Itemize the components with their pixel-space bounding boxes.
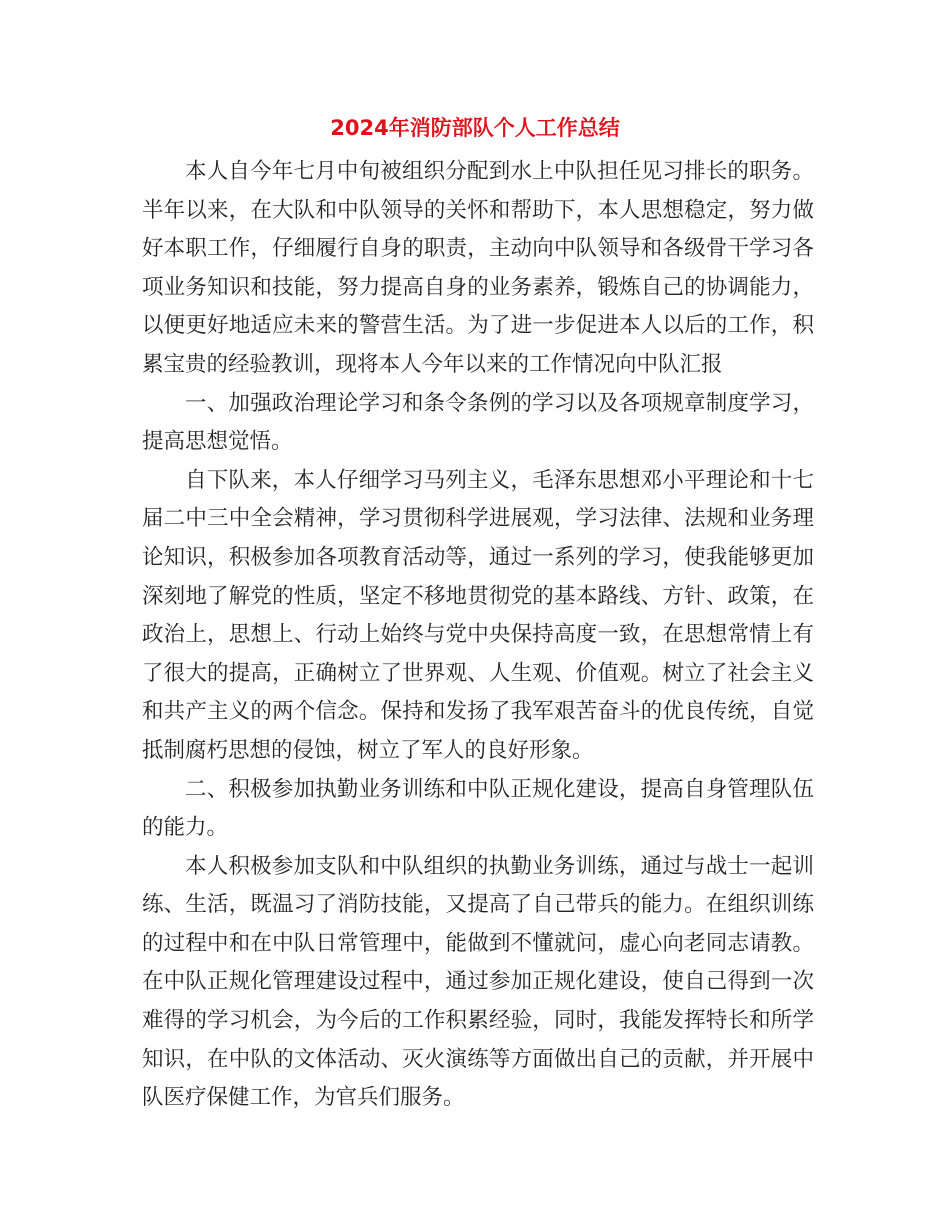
- section-heading-2: 二、积极参加执勤业务训练和中队正规化建设，提高自身管理队伍的能力。: [142, 776, 814, 841]
- document-body: [142, 153, 814, 1118]
- paragraph-section-1: 自下队来，本人仔细学习马列主义，毛泽东思想邓小平理论和十七届二中三中全会精神，学习贯彻科学进展观，学习法律、法规和业务理论知识，积极参加各项教育活动等，通过一系列的学习，使我能够更加深刻地了解党的性质，坚定不移地贯彻党的基本路线、方针、政策，在政治上，思想上、行动上始终与党中央保持高度一致，在思想常情上有了很大的提高，正确树立了世界观、人生观、价值观。树立了社会主义和共产主义的两个信念。保持和发扬了我军艰苦奋斗的优良传统，自觉抵制腐朽思想的侵蚀，树立了军人的良好形象。: [142, 467, 814, 763]
- paragraph-intro: 本人自今年七月中旬被组织分配到水上中队担任见习排长的职务。半年以来，在大队和中队领导的关怀和帮助下，本人思想稳定，努力做好本职工作，仔细履行自身的职责，主动向中队领导和各级骨干学习各项业务知识和技能，努力提高自身的业务素养，锻炼自己的协调能力，以便更好地适应未来的警营生活。为了进一步促进本人以后的工作，积累宝贵的经验教训，现将本人今年以来的工作情况向中队汇报: [142, 159, 814, 377]
- document-title: 2024年消防部队个人工作总结: [330, 116, 620, 140]
- paragraph-section-2: 本人积极参加支队和中队组织的执勤业务训练，通过与战士一起训练、生活，既温习了消防技能，又提高了自己带兵的能力。在组织训练的过程中和在中队日常管理中，能做到不懂就问，虚心向老同志请教。在中队正规化管理建设过程中，通过参加正规化建设，使自己得到一次难得的学习机会，为今后的工作积累经验，同时，我能发挥特长和所学知识，在中队的文体活动、灭火演练等方面做出自己的贡献，并开展中队医疗保健工作，为官兵们服务。: [142, 853, 814, 1111]
- section-heading-1: 一、加强政治理论学习和条令条例的学习以及各项规章制度学习，提高思想觉悟。: [142, 390, 814, 455]
